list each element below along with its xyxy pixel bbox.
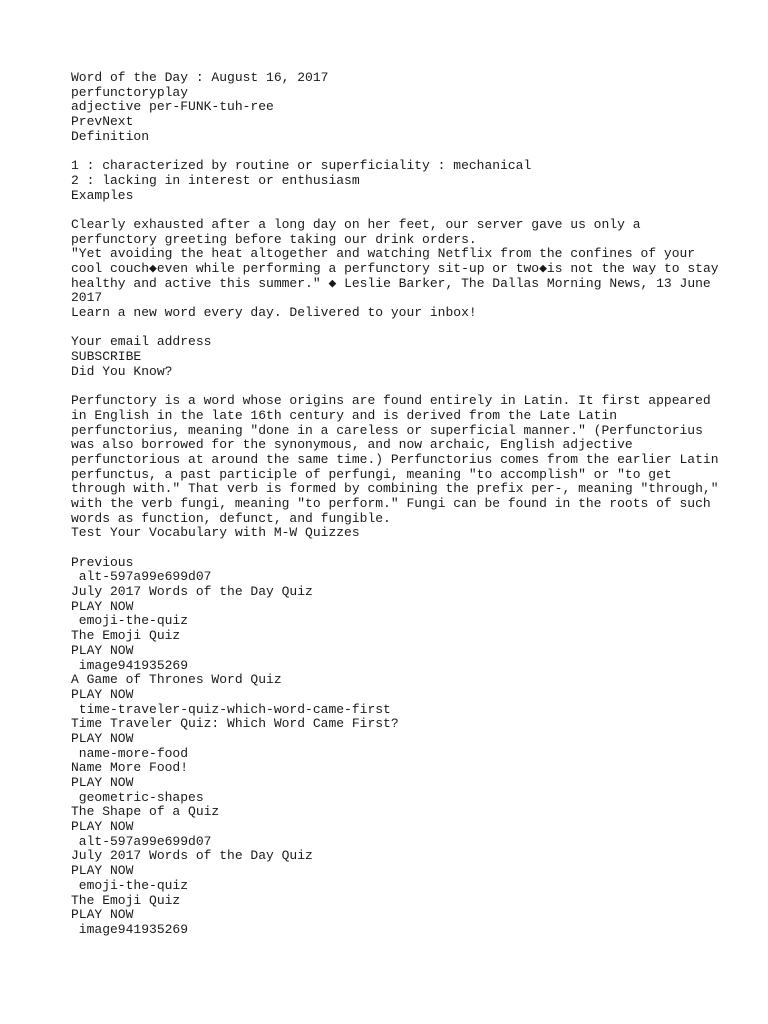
page-title: Word of the Day : August 16, 2017 [71,70,329,85]
quiz-list [71,570,711,937]
spacer [71,144,711,159]
email-field[interactable]: Your email address [71,334,212,350]
quiz-image-alt[interactable]: alt-597a99e699d07 [71,833,212,849]
did-you-know-line: words as function, defunct, and fungible. [71,510,391,526]
did-you-know-line: perfunctorious at around the same time.) Perfunctorius comes from the earlier Latin [71,451,719,467]
quiz-image-alt[interactable]: time-traveler-quiz-which-word-came-first [71,701,391,717]
quiz-title[interactable]: July 2017 Words of the Day Quiz [71,848,313,864]
did-you-know-line: Perfunctory is a word whose origins are found entirely in Latin. It first appeared [71,393,711,409]
quiz-item [71,659,711,703]
spacer [71,321,711,336]
did-you-know-line: through with." That verb is formed by combining the prefix per-, meaning "through," [71,481,719,497]
quiz-image-alt[interactable]: emoji-the-quiz [71,877,189,893]
quiz-item [71,703,711,747]
quiz-title[interactable]: July 2017 Words of the Day Quiz [71,584,313,600]
example-line: cool couch◆even while performing a perfunctory sit-up or two◆is not the way to stay [71,260,719,276]
quiz-image-alt[interactable]: image941935269 [71,921,189,937]
quiz-image-alt[interactable]: emoji-the-quiz [71,613,189,629]
quiz-image-alt[interactable]: name-more-food [71,745,189,761]
play-now-button[interactable]: PLAY NOW [71,598,134,614]
example-line: 2017 [71,290,103,306]
quiz-image-alt[interactable]: image941935269 [71,657,189,673]
did-you-know-line: perfunctorius, meaning "done in a careless or superficial manner." (Perfunctorius [71,422,703,438]
quiz-title[interactable]: The Emoji Quiz [71,892,181,908]
newsletter-tagline: Learn a new word every day. Delivered to your inbox! [71,305,477,320]
example-line: healthy and active this summer." ◆ Leslie Barker, The Dallas Morning News, 13 June [71,275,711,291]
quiz-title[interactable]: Name More Food! [71,760,189,776]
examples-heading: Examples [71,187,134,203]
spacer [71,541,711,556]
definition-heading: Definition [71,128,150,144]
definition-2: 2 : lacking in interest or enthusiasm [71,172,360,188]
quiz-item [71,835,711,879]
play-now-button[interactable]: PLAY NOW [71,819,134,835]
quiz-item [71,614,711,658]
did-you-know-heading: Did You Know? [71,363,173,379]
quizzes-heading: Test Your Vocabulary with M-W Quizzes [71,525,360,541]
quiz-image-alt[interactable]: alt-597a99e699d07 [71,569,212,585]
prev-next-nav[interactable]: PrevNext [71,114,134,130]
pronunciation: adjective per-FUNK-tuh-ree [71,99,274,115]
spacer [71,203,711,218]
did-you-know-line: was also borrowed for the synonymous, and now archaic, English adjective [71,437,633,453]
did-you-know-line: with the verb fungi, meaning "to perform." Fungi can be found in the roots of such [71,495,711,511]
play-now-button[interactable]: PLAY NOW [71,863,134,879]
quiz-item [71,570,711,614]
spacer [71,379,711,394]
play-now-button[interactable]: PLAY NOW [71,730,134,746]
quiz-title[interactable]: A Game of Thrones Word Quiz [71,672,282,688]
quiz-title[interactable]: Time Traveler Quiz: Which Word Came First? [71,716,399,732]
definition-1: 1 : characterized by routine or superficiality : mechanical [71,158,532,174]
play-now-button[interactable]: PLAY NOW [71,907,134,923]
did-you-know-line: perfunctus, a past participle of perfungi, meaning "to accomplish" or "to get [71,466,672,482]
play-now-button[interactable]: PLAY NOW [71,642,134,658]
did-you-know-line: in English in the late 16th century and is derived from the Late Latin [71,407,618,423]
quiz-title[interactable]: The Shape of a Quiz [71,804,220,820]
quiz-item [71,747,711,791]
document-page [71,70,719,938]
play-now-button[interactable]: PLAY NOW [71,686,134,702]
previous-button[interactable]: Previous [71,554,134,570]
example-line: perfunctory greeting before taking our drink orders. [71,231,477,247]
quiz-item [71,791,711,835]
word-play-link[interactable]: perfunctoryplay [71,84,189,100]
quiz-item [71,879,711,923]
example-line: Clearly exhausted after a long day on her feet, our server gave us only a [71,216,641,232]
play-now-button[interactable]: PLAY NOW [71,775,134,790]
example-line: "Yet avoiding the heat altogether and watching Netflix from the confines of your [71,246,696,262]
quiz-image-alt[interactable]: geometric-shapes [71,789,204,805]
subscribe-button[interactable]: SUBSCRIBE [71,349,142,365]
quiz-title[interactable]: The Emoji Quiz [71,628,181,644]
